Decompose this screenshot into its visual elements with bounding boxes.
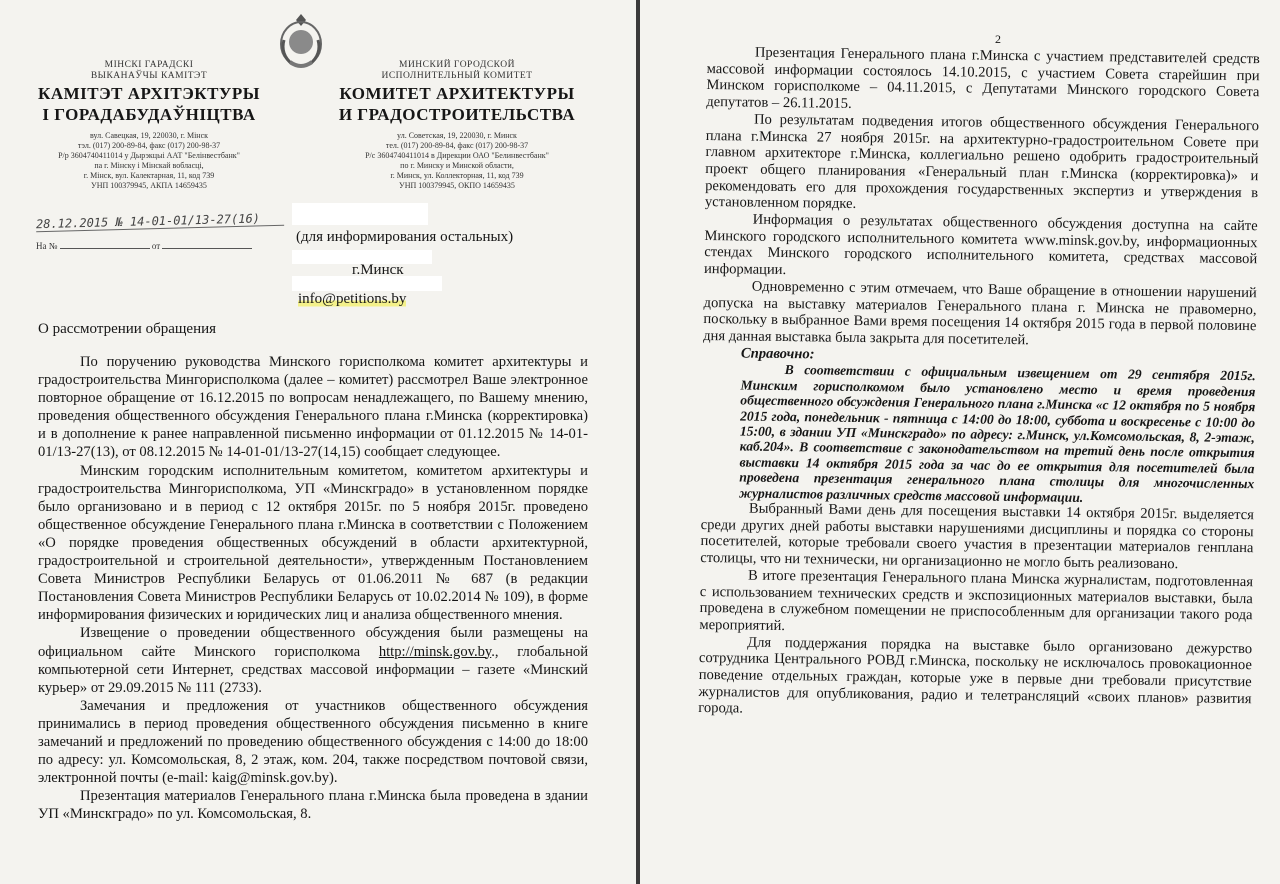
paragraph: Замечания и предложения от участников общественного обсуждения принимались в период проведения общественного обсуждения письменно в книге замечаний и предложений по проведению общественного обсуждения с 14:00 до 18:00 по адресу: ул. Комсомольская, 8, 2 этаж, ком. 204, также посредством почтовой связи, электронной почты (e-mail: kaig@minsk.gov.by). <box>38 697 588 787</box>
letterhead-ru-address <box>326 131 588 191</box>
recipient-email-highlighted: info@petitions.by <box>298 291 407 307</box>
paragraph: Одновременно с этим отмечаем, что Ваше обращение в отношении нарушений допуска на выставку материалов Генерального плана г. Минска не правомерно, поскольку в выбранное Вами время посещения 14 октября 2015 года в первой половине дня данная выставка была закрыта для посетителей. <box>703 278 1257 349</box>
letter-subject: О рассмотрении обращения <box>38 321 217 337</box>
paragraph: Для поддержания порядка на выставке было организовано дежурство сотрудника Центрального РОВД г.Минска, поскольку не исключалось провокационное поведение отдельных граждан, которые уже в первые дни требовали присутствие журналистов для опубликования, радио и телетрансляций «своих планов» развития города. <box>698 634 1253 717</box>
letterhead-ru-city: МИНСКИЙ ГОРОДСКОЙ <box>399 60 515 70</box>
recipient-city: г.Минск <box>352 262 404 278</box>
paragraph: Выбранный Вами день для посещения выставки 14 октября 2015г. выделяется среди других дней работы выставки нарушениями дисциплины и порядка со стороны посетителей, которые требовали своего участия в презентации материалов генплана столицы, что ни технически, ни организационно не могло быть реализовано. <box>700 500 1254 573</box>
letterhead-ru-title-2: И ГРАДОСТРОИТЕЛЬСТВА <box>338 105 576 125</box>
registration-number-handwritten: 28.12.2015 № 14-01-01/13-27(16) <box>36 211 284 232</box>
recipient-line: (для информирования остальных) <box>296 229 514 245</box>
paragraph: Презентация материалов Генерального плана г.Минска была проведена в здании УП «Минскградо» по ул. Комсомольская, 8. <box>38 788 588 823</box>
paragraph: По результатам подведения итогов общественного обсуждения Генерального плана г.Минска 27 ноября 2015г. на архитектурно-градостроительном Совете при главном архитекторе г.Минска, коллегиально решено одобрить градостроительный проект общего планирования «Генеральный план г.Минска (корректировка)» и рекомендовать его для прохождения государственных экспертиз и утверждения в установленном порядке. <box>704 111 1260 213</box>
letterhead-ru-title-1: КОМИТЕТ АРХИТЕКТУРЫ <box>339 83 575 103</box>
letterhead-by-title-1: КАМІТЭТ АРХІТЭКТУРЫ <box>38 83 260 103</box>
paragraph: Информация о результатах общественного обсуждения доступна на сайте Минского городского исполнительного комитета www.minsk.gov.by, информационных стендах Минского городского исполнительного комитета, средствах массовой информации. <box>703 211 1258 279</box>
address-line: по г. Минску и Минской области, <box>400 160 514 170</box>
reference-from-label: от <box>151 241 161 251</box>
letterhead-russian <box>326 60 588 191</box>
address-line: вул. Савецкая, 19, 220030, г. Мінск <box>89 130 209 140</box>
paragraph <box>38 624 588 696</box>
page-number: 2 <box>995 32 1001 46</box>
address-line: г. Мінск, вул. Калектарная, 11, код 739 <box>83 170 215 180</box>
paragraph: Минским городским исполнительным комитетом, комитетом архитектуры и градостроительства Мингорисполкома, УП «Минскградо» в установленном порядке было организовано и в период с 12 октября 2015г. по 5 ноября 2015г. проведено общественное обсуждение Генерального плана г.Минска в соответствии с Положением «О порядке проведения общественных обсуждений в области архитектурной, градостроительной и строительной деятельности», утвержденным Постановлением Совета Министров Республики Беларусь от 01.06.2011 № 687 (в редакции Постановления Совета Министров Республики Беларусь от 10.02.2014 № 109), в форме информирования физических и юридических лиц и анализа общественного мнения. <box>38 462 588 624</box>
paragraph: По поручению руководства Минского горисполкома комитет архитектуры и градостроительства Мингорисполкома (далее – комитет) рассмотрел Ваше электронное повторное обращение от 16.12.2015 по вопросам ненадлежащего, по Вашему мнению, проведения общественного обсуждения Генерального плана г.Минска (корректировка) и в дополнение к ранее направленной письменно информации от 01.12.2015 № 14-01-01/13-27(13), от 08.12.2015 № 14-01-01/13-27(14,15) сообщает следующее. <box>38 354 588 461</box>
address-line: па г. Мінску і Мінскай вобласці, <box>94 160 204 170</box>
letterhead-by-address <box>14 131 284 191</box>
letterhead-by-city: МІНСКІ ГАРАДСКІ <box>104 60 194 70</box>
reference-note: В соответствии с официальным извещением от 29 сентября 2015г. Минским горисполкомом было установлено место и время проведения общественного обсуждения Генерального плана г.Минска «с 12 октября по 5 ноября 2015 года, понедельник - пятница с 14:00 до 18:00, суббота и воскресенье с 10:00 до 15:00, в здании УП «Минскградо» по адресу: г.Минск, ул.Комсомольская, 8, 2-этаж, каб.204». В соответствие с законодательством на третий день после открытия выставки 14 октября 2015 года за час до ее открытия для посетителей была проведена презентация генерального плана столицы для многочисленных журналистов различных средств массовой информации. <box>739 362 1256 505</box>
letter-body-page-2 <box>698 44 1260 724</box>
paragraph-text: Извещение о проведении общественного обсуждения были размещены на официальном сайте Минского горисполкома <box>38 625 588 660</box>
letterhead-by-committee: ВЫКАНАЎЧЫ КАМІТЭТ <box>90 70 208 81</box>
address-line: Р/р 3604740411014 у Дырэкцыі ААТ "Белінвестбанк" <box>58 150 240 160</box>
paragraph: Презентация Генерального плана г.Минска с участием представителей средств массовой информации состоялось 14.10.2015, с участием Совета старейшин при Минском горисполкоме – 04.11.2015, с Депутатами Минского городского Совета депутатов – 26.11.2015. <box>706 44 1260 113</box>
address-line: г. Минск, ул. Коллекторная, 11, код 739 <box>390 170 524 180</box>
letterhead-ru-committee: ИСПОЛНИТЕЛЬНЫЙ КОМИТЕТ <box>381 70 533 81</box>
address-line: тел. (017) 200-89-84, факс (017) 200-98-37 <box>385 140 529 150</box>
page-1 <box>0 0 636 884</box>
paragraph: В итоге презентация Генерального плана Минска журналистам, подготовленная с использованием технических средств и экспозиционных материалов выставки, была проведена в служебном помещении не приспособленным для организации такого рода мероприятий. <box>699 567 1254 635</box>
reference-date-blank <box>162 240 252 249</box>
letterhead-belarusian <box>14 60 284 191</box>
reference-heading: Справочно: <box>740 345 815 363</box>
reference-line <box>36 240 252 251</box>
address-line: УНП 100379945, ОКПО 14659435 <box>399 180 515 190</box>
letter-body-page-1 <box>38 353 588 823</box>
address-line: тэл. (017) 200-89-84, факс (017) 200-98-37 <box>77 140 221 150</box>
minsk-gov-link[interactable]: http://minsk.gov.by <box>378 643 492 660</box>
reference-blank <box>60 240 150 249</box>
reference-label: На № <box>36 241 58 251</box>
letterhead-by-title-2: І ГОРАДАБУДАЎНІЦТВА <box>42 105 256 125</box>
address-line: ул. Советская, 19, 220030, г. Минск <box>397 130 517 140</box>
paragraph-text: ., глобальной компьютерной сети Интернет, средствах массовой информации – газете «Минский курьер» от 29.09.2015 № 111 (2733). <box>38 643 588 696</box>
address-line: Р/с 3604740411014 в Дирекции ОАО "Белинвестбанк" <box>365 150 549 160</box>
address-line: УНП 100379945, АКПА 14659435 <box>91 180 207 190</box>
redacted-block <box>292 203 428 225</box>
